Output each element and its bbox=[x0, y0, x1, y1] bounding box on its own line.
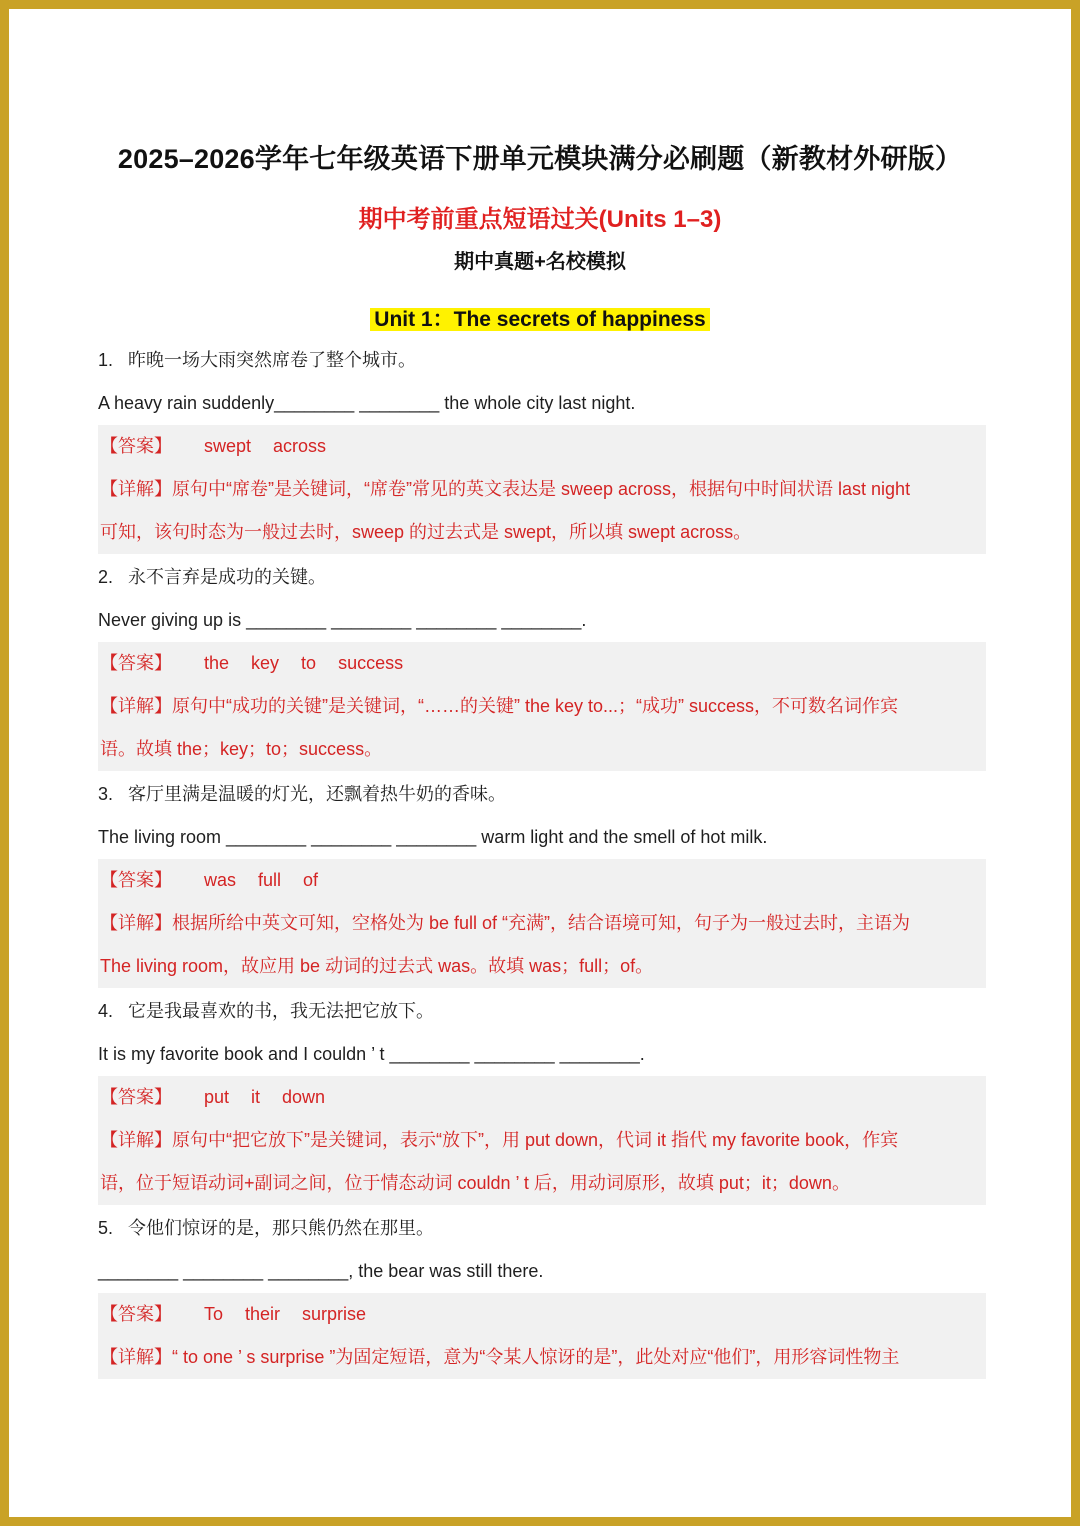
question-english: A heavy rain suddenly________ ________ the whole city last night. bbox=[98, 393, 636, 413]
explain-text: 根据所给中英文可知，空格处为 be full of “充满”，结合语境可知，句子为一般过去时，主语为 bbox=[172, 913, 911, 933]
answer-label: 【答案】 bbox=[100, 653, 172, 673]
section-subtitle: 期中考前重点短语过关(Units 1–3) bbox=[358, 206, 722, 233]
answer-word: key bbox=[251, 653, 280, 673]
explain-line bbox=[98, 468, 986, 511]
answer-word: across bbox=[273, 436, 327, 456]
answer-word: success bbox=[338, 653, 404, 673]
answer-word: To bbox=[204, 1304, 224, 1324]
explain-label: 【详解】 bbox=[100, 1130, 172, 1150]
question-chinese bbox=[98, 556, 986, 599]
question-3 bbox=[98, 773, 986, 988]
answer-word: of bbox=[303, 870, 319, 890]
explain-text: 原句中“席卷”是关键词，“席卷”常见的英文表达是 sweep across，根据句中时间状语 last night bbox=[172, 479, 911, 499]
question-1 bbox=[98, 339, 986, 554]
explain-line: 语，位于短语动词+副词之间，位于情态动词 couldn ’ t 后，用动词原形，故填 put；it；down。 bbox=[100, 1173, 850, 1193]
question-english: It is my favorite book and I couldn ’ t ________ ________ ________. bbox=[98, 1044, 645, 1064]
unit-title: Unit 1：The secrets of happiness bbox=[370, 308, 709, 331]
explain-label: 【详解】 bbox=[100, 913, 172, 933]
explain-text: “ to one ’ s surprise ”为固定短语，意为“令某人惊讶的是”，此处对应“他们”，用形容词性物主 bbox=[172, 1347, 900, 1367]
answer-box bbox=[98, 1076, 986, 1205]
question-text: 永不言弃是成功的关键。 bbox=[128, 567, 326, 587]
explain-label: 【详解】 bbox=[100, 479, 172, 499]
question-chinese bbox=[98, 339, 986, 382]
unit-heading bbox=[9, 303, 1071, 333]
answer-word: was bbox=[204, 870, 237, 890]
answer-box bbox=[98, 859, 986, 988]
explain-label: 【详解】 bbox=[100, 1347, 172, 1367]
answer-word: full bbox=[258, 870, 282, 890]
question-text: 昨晚一场大雨突然席卷了整个城市。 bbox=[128, 350, 416, 370]
question-number: 1. bbox=[98, 350, 114, 370]
question-text: 令他们惊讶的是，那只熊仍然在那里。 bbox=[128, 1218, 434, 1238]
question-chinese bbox=[98, 1207, 986, 1250]
answer-line bbox=[98, 642, 986, 685]
answer-line bbox=[98, 859, 986, 902]
question-text: 它是我最喜欢的书，我无法把它放下。 bbox=[128, 1001, 434, 1021]
answer-line bbox=[98, 1293, 986, 1336]
explain-label: 【详解】 bbox=[100, 696, 172, 716]
question-number: 4. bbox=[98, 1001, 114, 1021]
answer-line bbox=[98, 1076, 986, 1119]
explain-line: 语。故填 the；key；to；success。 bbox=[100, 739, 383, 759]
question-2 bbox=[98, 556, 986, 771]
answer-label: 【答案】 bbox=[100, 436, 172, 456]
answer-word: it bbox=[251, 1087, 261, 1107]
question-chinese bbox=[98, 990, 986, 1033]
answer-label: 【答案】 bbox=[100, 1087, 172, 1107]
page-title: 2025–2026学年七年级英语下册单元模块满分必刷题（新教材外研版） bbox=[117, 144, 963, 174]
question-number: 5. bbox=[98, 1218, 114, 1238]
answer-box bbox=[98, 1293, 986, 1379]
question-chinese bbox=[98, 773, 986, 816]
section-subtitle-secondary: 期中真题+名校模拟 bbox=[454, 251, 626, 273]
explain-text: 原句中“把它放下”是关键词，表示“放下”，用 put down，代词 it 指代 my favorite book，作宾 bbox=[172, 1130, 899, 1150]
question-english: Never giving up is ________ ________ ________ ________. bbox=[98, 610, 587, 630]
explain-line: The living room，故应用 be 动词的过去式 was。故填 was；full；of。 bbox=[100, 956, 654, 976]
question-english: The living room ________ ________ ________ warm light and the smell of hot milk. bbox=[98, 827, 768, 847]
answer-word: surprise bbox=[302, 1304, 367, 1324]
answer-word: to bbox=[301, 653, 317, 673]
question-5 bbox=[98, 1207, 986, 1379]
explain-text: 原句中“成功的关键”是关键词，“……的关键” the key to...；“成功” success，不可数名词作宾 bbox=[172, 696, 899, 716]
answer-box bbox=[98, 425, 986, 554]
answer-word: put bbox=[204, 1087, 230, 1107]
question-english: ________ ________ ________, the bear was still there. bbox=[98, 1261, 544, 1281]
explain-line bbox=[98, 685, 986, 728]
answer-word: down bbox=[282, 1087, 326, 1107]
document-page bbox=[9, 9, 1071, 1517]
explain-line bbox=[98, 902, 986, 945]
explain-line bbox=[98, 1336, 986, 1379]
question-number: 2. bbox=[98, 567, 114, 587]
answer-word: swept bbox=[204, 436, 252, 456]
answer-word: the bbox=[204, 653, 230, 673]
answer-box bbox=[98, 642, 986, 771]
answer-word: their bbox=[245, 1304, 281, 1324]
question-number: 3. bbox=[98, 784, 114, 804]
question-text: 客厅里满是温暖的灯光，还飘着热牛奶的香味。 bbox=[128, 784, 506, 804]
explain-line: 可知，该句时态为一般过去时，sweep 的过去式是 swept，所以填 swept across。 bbox=[100, 522, 752, 542]
answer-label: 【答案】 bbox=[100, 1304, 172, 1324]
explain-line bbox=[98, 1119, 986, 1162]
answer-label: 【答案】 bbox=[100, 870, 172, 890]
answer-line bbox=[98, 425, 986, 468]
question-4 bbox=[98, 990, 986, 1205]
